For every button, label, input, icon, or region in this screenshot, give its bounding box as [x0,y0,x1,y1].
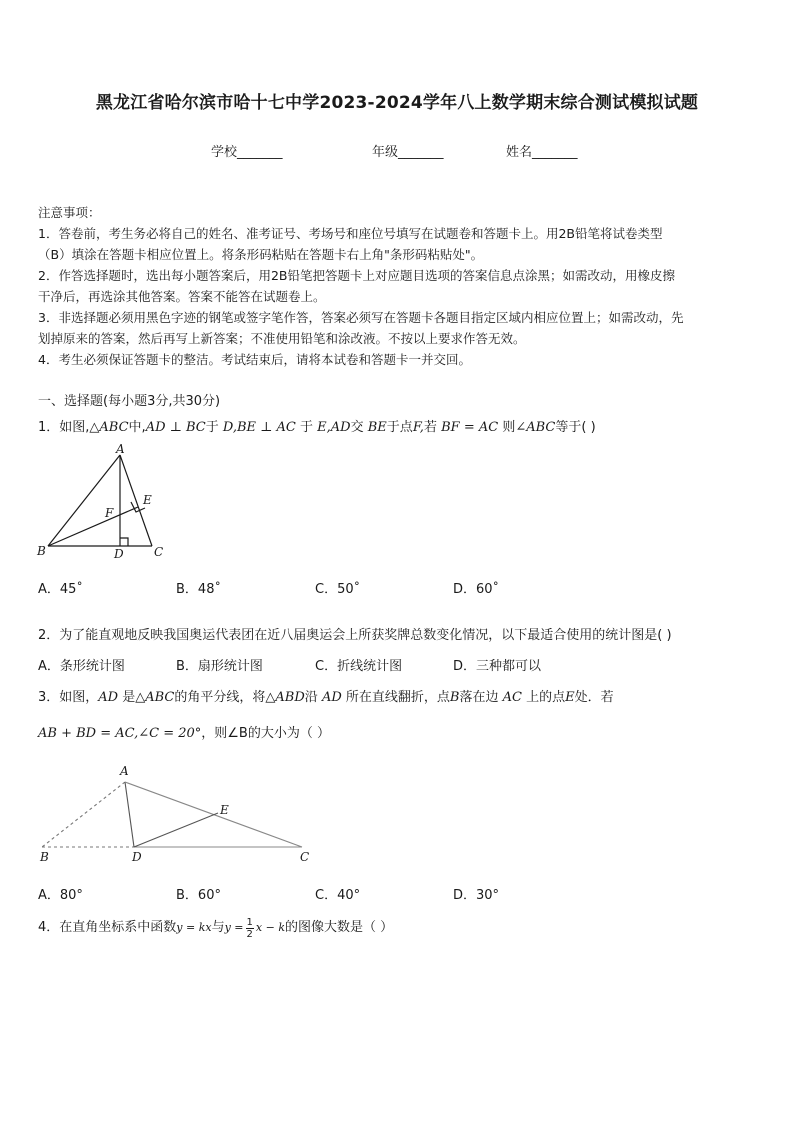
q1-option-c[interactable]: C．50˚ [315,582,361,597]
notice-line: 1．答卷前，考生务必将自己的姓名、准考证号、考场号和座位号填写在试题卷和答题卡上。用2B铅笔将试卷类型 [38,226,663,241]
q1-option-d[interactable]: D．60˚ [453,582,500,597]
grade-field[interactable]: 年级_______ [372,145,444,160]
question-3-text-line2: AB + BD = AC,∠C = 20°，则∠B的大小为（ ） [38,726,330,741]
q1-option-a[interactable]: A．45˚ [38,582,83,597]
q3-option-b[interactable]: B．60° [176,888,221,903]
fraction-half: $\frac{1}{2}$ [246,916,253,940]
segment-ad [125,782,134,847]
label-e: E [143,493,152,507]
label-c: C [300,850,310,864]
q2-option-c[interactable]: C．折线统计图 [315,659,403,674]
q2-option-d[interactable]: D．三种都可以 [453,659,542,674]
question-3-text-line1: 3．如图，AD 是△ABC的角平分线，将△ABD沿 AD 所在直线翻折，点B落在边 AC 上的点E处．若 [38,690,614,705]
q3-option-d[interactable]: D．30° [453,888,500,903]
notice-line: 2．作答选择题时，选出每小题答案后，用2B铅笔把答题卡上对应题目选项的答案信息点涂黑；如需改动，用橡皮擦 [38,268,675,283]
question-2-text: 2．为了能直观地反映我国奥运代表团在近八届奥运会上所获奖牌总数变化情况，以下最适合使用的统计图是( ) [38,628,672,643]
section-heading: 一、选择题(每小题3分,共30分) [38,394,221,409]
q2-option-a[interactable]: A．条形统计图 [38,659,125,674]
segment-de [134,813,218,847]
notice-line: 4．考生必须保证答题卡的整洁。考试结束后，请将本试卷和答题卡一并交回。 [38,352,471,367]
name-field[interactable]: 姓名_______ [506,145,578,160]
question-1-text: 1．如图,△ABC中,AD ⊥ BC于 D,BE ⊥ AC 于 E,AD交 BE于点F,若 BF = AC 则∠ABC等于( ) [38,420,596,435]
label-a: A [120,764,129,778]
label-d: D [114,547,124,561]
notice-line: 3．非选择题必须用黑色字迹的钢笔或签字笔作答，答案必须写在答题卡各题目指定区域内相应位置上；如需改动，先 [38,310,684,325]
page-title: 黑龙江省哈尔滨市哈十七中学2023-2024学年八上数学期末综合测试模拟试题 [95,93,699,113]
label-d: D [132,850,142,864]
label-a: A [116,442,125,456]
segment-ab [48,455,120,546]
notice-heading: 注意事项： [38,205,101,220]
segment-ab-dashed [42,782,125,847]
label-c: C [154,545,164,559]
notice-line: （B）填涂在答题卡相应位置上。将条形码粘贴在答题卡右上角"条形码粘贴处"。 [38,247,484,262]
school-field[interactable]: 学校_______ [211,145,283,160]
label-b: B [37,544,46,558]
question-4-text: 4．在直角坐标系中函数 y = kx 与 y = $\frac{1}{2}$ x − k 的图像大数是（ ） [38,916,394,940]
notice-line: 干净后，再选涂其他答案。答案不能答在试题卷上。 [38,289,326,304]
label-b: B [40,850,49,864]
q2-option-b[interactable]: B．扇形统计图 [176,659,263,674]
q3-option-c[interactable]: C．40° [315,888,361,903]
right-angle-d [120,538,128,546]
q1-option-b[interactable]: B．48˚ [176,582,221,597]
triangle-figure-3 [30,760,330,870]
q3-option-a[interactable]: A．80° [38,888,83,903]
notice-line: 划掉原来的答案，然后再写上新答案；不准使用铅笔和涂改液。不按以上要求作答无效。 [38,331,526,346]
triangle-figure-1 [30,440,180,565]
label-e: E [220,803,229,817]
label-f: F [105,506,114,520]
segment-be [48,507,138,546]
